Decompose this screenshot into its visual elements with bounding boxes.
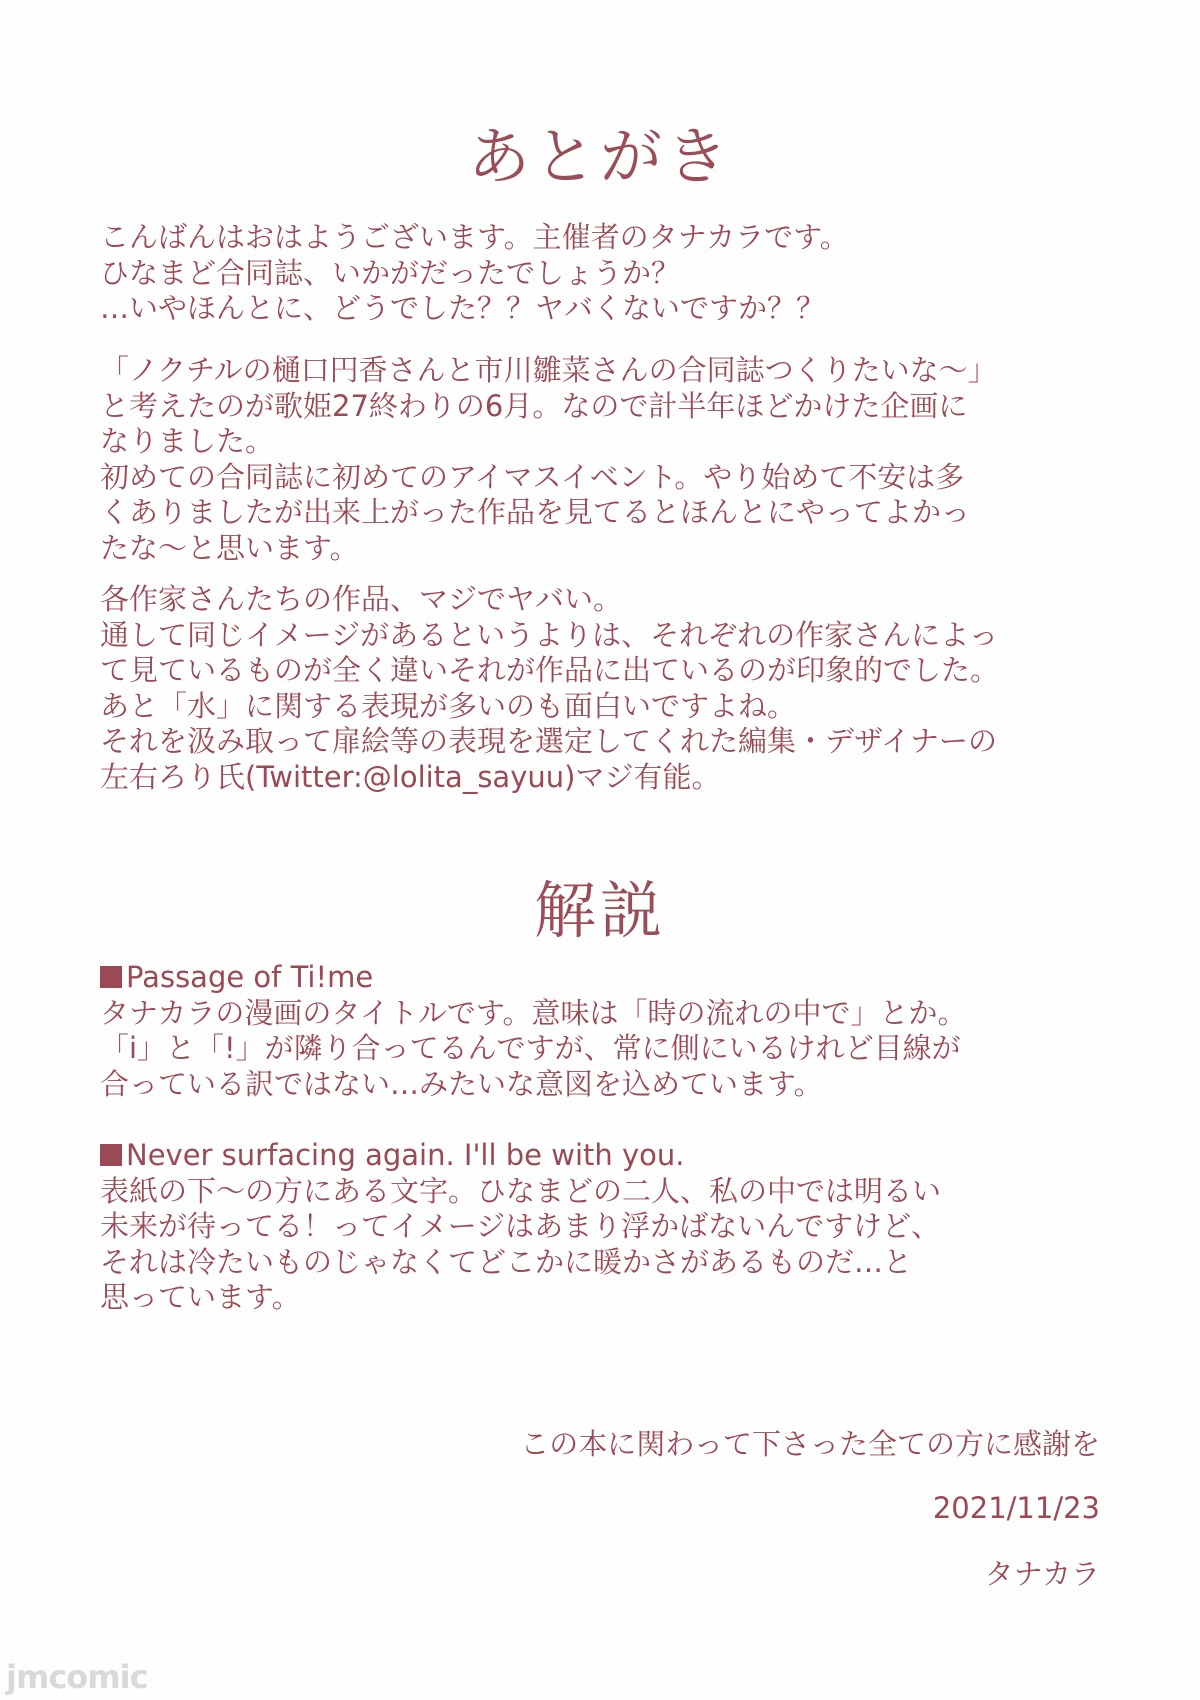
commentary-item — [100, 960, 1110, 1102]
text-line: それを汲み取って扉絵等の表現を選定してくれた編集・デザイナーの — [100, 724, 997, 758]
commentary-item-heading-row — [100, 960, 1110, 996]
afterword-title: あとがき — [467, 120, 732, 193]
text-line: こんばんはおはようございます。主催者のタナカラです。 — [100, 220, 849, 254]
text-line: 未来が待ってる！ってイメージはあまり浮かばないんですけど、 — [100, 1209, 941, 1243]
text-line: 通して同じイメージがあるというよりは、それぞれの作家さんによっ — [100, 617, 999, 652]
text-line: …いやほんとに、どうでした？？ヤバくないですか？？ — [100, 291, 826, 325]
commentary-body — [100, 960, 1110, 1316]
text-line: ひなまど合同誌、いかがだったでしょうか？ — [100, 255, 681, 290]
text-line: と考えたのが歌姫27終わりの6月。なので計半年ほどかけた企画に — [100, 388, 968, 423]
text-line: 初めての合同誌に初めてのアイマスイベント。やり始めて不安は多 — [100, 459, 965, 494]
text-line: なりました。 — [100, 424, 275, 458]
paragraph-gap — [100, 1102, 1110, 1138]
commentary-item-heading: Passage of Ti!me — [126, 960, 374, 994]
text-line: たな〜と思います。 — [100, 530, 359, 565]
afterword-creators — [100, 582, 1110, 795]
text-line: あと「水」に関する表現が多いのも面白いですよね。 — [100, 688, 797, 723]
text-line: 「ノクチルの樋口円香さんと市川雛菜さんの合同誌つくりたいな〜」 — [100, 353, 997, 387]
text-line: くありましたが出来上がった作品を見てるとほんとにやってよかっ — [100, 495, 971, 529]
text-line: 左右ろり氏(Twitter:@lolita_sayuu)マジ有能。 — [100, 759, 721, 794]
text-line: それは冷たいものじゃなくてどこかに暖かさがあるものだ…と — [100, 1244, 913, 1279]
commentary-item-heading-row — [100, 1138, 1110, 1174]
closing-date: 2021/11/23 — [932, 1491, 1100, 1525]
closing-thanks: この本に関わって下さった全ての方に感謝を — [520, 1427, 1100, 1461]
watermark-logo: jmcomic — [6, 1658, 148, 1696]
afterword-history — [100, 353, 1110, 566]
square-bullet-icon — [100, 966, 122, 988]
closing-signature: タナカラ — [984, 1557, 1100, 1591]
afterword-intro — [100, 220, 1110, 327]
commentary-item — [100, 1138, 1110, 1316]
text-line: 表紙の下〜の方にある文字。ひなまどの二人、私の中では明るい — [100, 1173, 942, 1208]
text-line: 各作家さんたちの作品、マジでヤバい。 — [100, 582, 623, 616]
text-line: 思っています。 — [100, 1280, 301, 1314]
text-line: 「i」と「!」が隣り合ってるんですが、常に側にいるけれど目線が — [100, 1031, 961, 1065]
square-bullet-icon — [100, 1144, 122, 1166]
text-line: て見ているものが全く違いそれが作品に出ているのが印象的でした。 — [100, 653, 1000, 687]
text-line: 合っている訳ではない…みたいな意図を込めています。 — [100, 1066, 823, 1101]
text-line: タナカラの漫画のタイトルです。意味は「時の流れの中で」とか。 — [100, 995, 967, 1030]
commentary-title: 解説 — [533, 874, 666, 947]
commentary-item-heading: Never surfacing again. I'll be with you. — [126, 1138, 685, 1172]
